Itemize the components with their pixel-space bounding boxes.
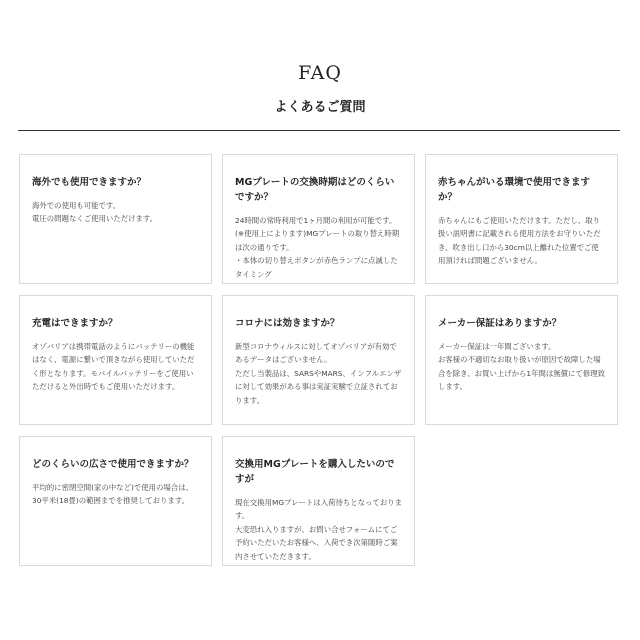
faq-question: 海外でも使用できますか？ xyxy=(32,177,147,188)
faq-card-plate-replacement xyxy=(222,154,415,284)
faq-question: 交換用MGプレートを購入したいのですが xyxy=(235,459,395,485)
page-subtitle: よくあるご質問 xyxy=(274,100,366,115)
faq-card-charging xyxy=(19,295,212,425)
faq-question: MGプレートの交換時期はどのくらいですか？ xyxy=(235,177,395,203)
faq-answer: 海外での使用も可能です。 電圧の問題なくご使用いただけます。 xyxy=(32,201,158,224)
header-divider xyxy=(18,130,620,131)
faq-card-warranty xyxy=(425,295,618,425)
faq-question: コロナには効きますか？ xyxy=(235,318,340,329)
faq-card-corona xyxy=(222,295,415,425)
faq-answer: オゾバリアは携帯電話のようにバッテリーの機能はなく、電源に繋いで頂きながら使用していただく形となります。モバイルバッテリーをご使用いただけると外出時でもご使用いただけます。 xyxy=(32,342,195,392)
faq-answer: 新型コロナウィルスに対してオゾバリアが有効であるデータはございません。 ただし当製品は、SARSやMARS、インフルエンザに対して効果がある事は実証実験で立証されております。 xyxy=(235,342,402,405)
faq-question: 赤ちゃんがいる環境で使用できますか？ xyxy=(438,177,591,203)
faq-question: どのくらいの広さで使用できますか？ xyxy=(32,459,194,470)
faq-card-plate-purchase xyxy=(222,436,415,566)
faq-answer: メーカー保証は一年間ございます。 お客様の不適切なお取り扱いが原因で故障した場合を除き、お買い上げから1年間は無償にて修理致します。 xyxy=(438,342,606,392)
faq-answer: 赤ちゃんにもご使用いただけます。ただし、取り扱い説明書に記載される使用方法をお守りいただき、吹き出し口から30cm以上離れた位置でご使用頂ければ問題ございません。 xyxy=(438,216,601,266)
faq-card-baby xyxy=(425,154,618,284)
faq-card-room-size xyxy=(19,436,212,566)
faq-answer: 現在交換用MGプレートは入荷待ちとなっております。 大変恐れ入りますが、お問い合せフォームにてご予約いただいたお客様へ、入荷でき次第随時ご案内させていただきます。 xyxy=(235,498,403,561)
faq-answer: 平均的に密閉空間(家の中など)で使用の場合は、30平米(18畳)の範囲までを推奨しております。 xyxy=(32,483,193,506)
faq-card-overseas xyxy=(19,154,212,284)
faq-question: メーカー保証はありますか？ xyxy=(438,318,562,329)
faq-question: 充電はできますか？ xyxy=(32,318,118,329)
faq-grid xyxy=(19,154,618,566)
page-title: FAQ xyxy=(298,62,342,84)
faq-card-empty xyxy=(425,436,618,566)
faq-answer: 24時間の常時利用で1ヶ月間の利用が可能です。(※使用上によります)MGプレートの取り替え時期は次の通りです。 ・本体の切り替えボタンが赤色ランプに点滅したタイミング xyxy=(235,216,400,279)
